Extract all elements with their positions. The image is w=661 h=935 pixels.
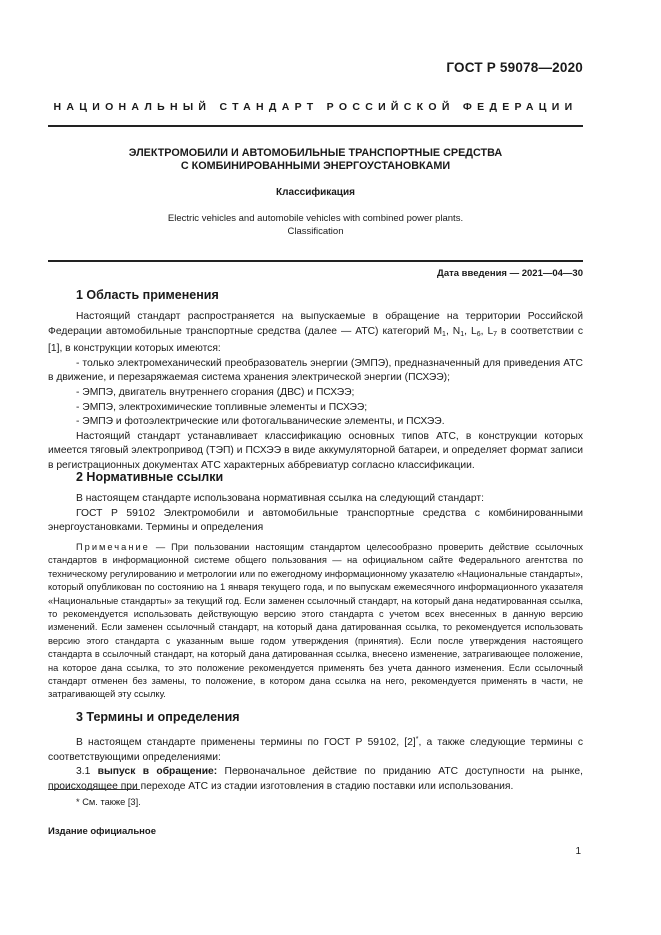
document-title: [48, 147, 583, 173]
note-label: Примечание: [76, 542, 150, 552]
section-2-reference: ГОСТ Р 59102 Электромобили и автомобильные транспортные средства с комбинированными энергоустановками. Термины и определения: [48, 507, 583, 534]
note-text: — При пользовании настоящим стандартом целесообразно проверить действие ссылочных стандартов в информационной системе общего пользования — на официальном сайте Федерального агентства по техническому регулированию и метрологии или по ежегодному информационному указателю «Национальные стандарты», который опубликован по состоянию на 1 января текущего года, и по выпускам ежемесячного информационного указателя «Национальные стандарты» за текущий год. Если заменен ссылочный стандарт, на который дана недатированная ссылка, то рекомендуется использовать действующую версию этого стандарта с учетом всех внесенных в данную версию изменений. Если заменен ссылочный стандарт, на который дана датированная ссылка, то рекомендуется использовать версию этого стандарта с указанным выше годом утверждения (принятия). Если после утверждения настоящего стандарта в ссылочный стандарт, на который дана датированная ссылка, внесено изменение, затрагивающее положение, на которое дана ссылка, то это положение рекомендуется применять без учета данного изменения. Если ссылочный стандарт отменен без замены, то положение, в котором дана ссылка на него, рекомендуется применять в части, не затрагивающей эту ссылку.: [48, 542, 583, 700]
english-title-line-1: Electric vehicles and automobile vehicles with combined power plants.: [167, 213, 464, 224]
effective-date: Дата введения — 2021—04—30: [437, 268, 583, 279]
section-3-heading: 3 Термины и определения: [76, 710, 240, 724]
term-name: выпуск в обращение:: [97, 766, 218, 778]
standard-number: ГОСТ Р 59078—2020: [446, 60, 583, 75]
section-1-paragraph-1: Настоящий стандарт распространяется на выпускаемые в обращение на территории Российской Федерации автомобильные транспортные средства (далее — АТС) категорий $M_1$, $N_1$, $L_6$, $L_7$ в соответствии с [1], в конструкции которых имеются:: [48, 311, 583, 355]
edition-label: Издание официальное: [48, 826, 156, 837]
footnote-marker: *: [415, 736, 419, 743]
page-number: 1: [575, 846, 581, 857]
document-subtitle: Классификация: [276, 187, 355, 198]
section-3-paragraph-1: В настоящем стандарте применены термины по ГОСТ Р 59102, [2]*, а также следующие термины с соответствующими определениями:: [48, 736, 583, 763]
title-divider: [48, 260, 583, 262]
title-line-2: С КОМБИНИРОВАННЫМИ ЭНЕРГОУСТАНОВКАМИ: [180, 160, 451, 172]
list-item: - только электромеханический преобразователь энергии (ЭМПЭ), предназначенный для приведения АТС в движение, и перезаряжаемая система хранения электрической энергии (ПСХЭЭ);: [48, 357, 583, 384]
section-1-body: [48, 310, 583, 474]
list-item: - ЭМПЭ и фотоэлектрические или фотогальванические элементы, и ПСХЭЭ.: [76, 416, 445, 428]
section-1-heading: 1 Область применения: [76, 288, 219, 302]
section-2-heading: 2 Нормативные ссылки: [76, 470, 224, 484]
section-1-paragraph-2: Настоящий стандарт устанавливает классификацию основных типов АТС, в конструкции которых имеется тяговый электропривод (ТЭП) и ПСХЭЭ в виде аккумуляторной батареи, и определяет формат записи в регистрационных документах АТС характерных аббревиатур согласно классификации.: [48, 430, 583, 471]
national-standard-banner: НАЦИОНАЛЬНЫЙ СТАНДАРТ РОССИЙСКОЙ ФЕДЕРАЦИИ: [53, 101, 578, 113]
term-3-1: 3.1 выпуск в обращение: Первоначальное действие по приданию АТС доступности на рынке, происходящее при переходе АТС из стадии изготовления в стадию поставки или использования.: [48, 766, 584, 792]
section-2-note: [48, 541, 583, 702]
english-title: [48, 212, 583, 238]
top-divider: [48, 125, 583, 127]
footnote: * См. также [3].: [76, 797, 141, 807]
title-line-1: ЭЛЕКТРОМОБИЛИ И АВТОМОБИЛЬНЫЕ ТРАНСПОРТНЫЕ СРЕДСТВА: [128, 147, 503, 159]
list-item: - ЭМПЭ, двигатель внутреннего сгорания (ДВС) и ПСХЭЭ;: [76, 386, 355, 398]
section-2-paragraph-1: В настоящем стандарте использована нормативная ссылка на следующий стандарт:: [76, 493, 484, 504]
section-2-body: [48, 492, 583, 536]
section-3-body: [48, 733, 583, 794]
list-item: - ЭМПЭ, электрохимические топливные элементы и ПСХЭЭ;: [76, 401, 368, 413]
english-title-line-2: Classification: [287, 226, 344, 237]
footnote-divider: [48, 789, 140, 790]
